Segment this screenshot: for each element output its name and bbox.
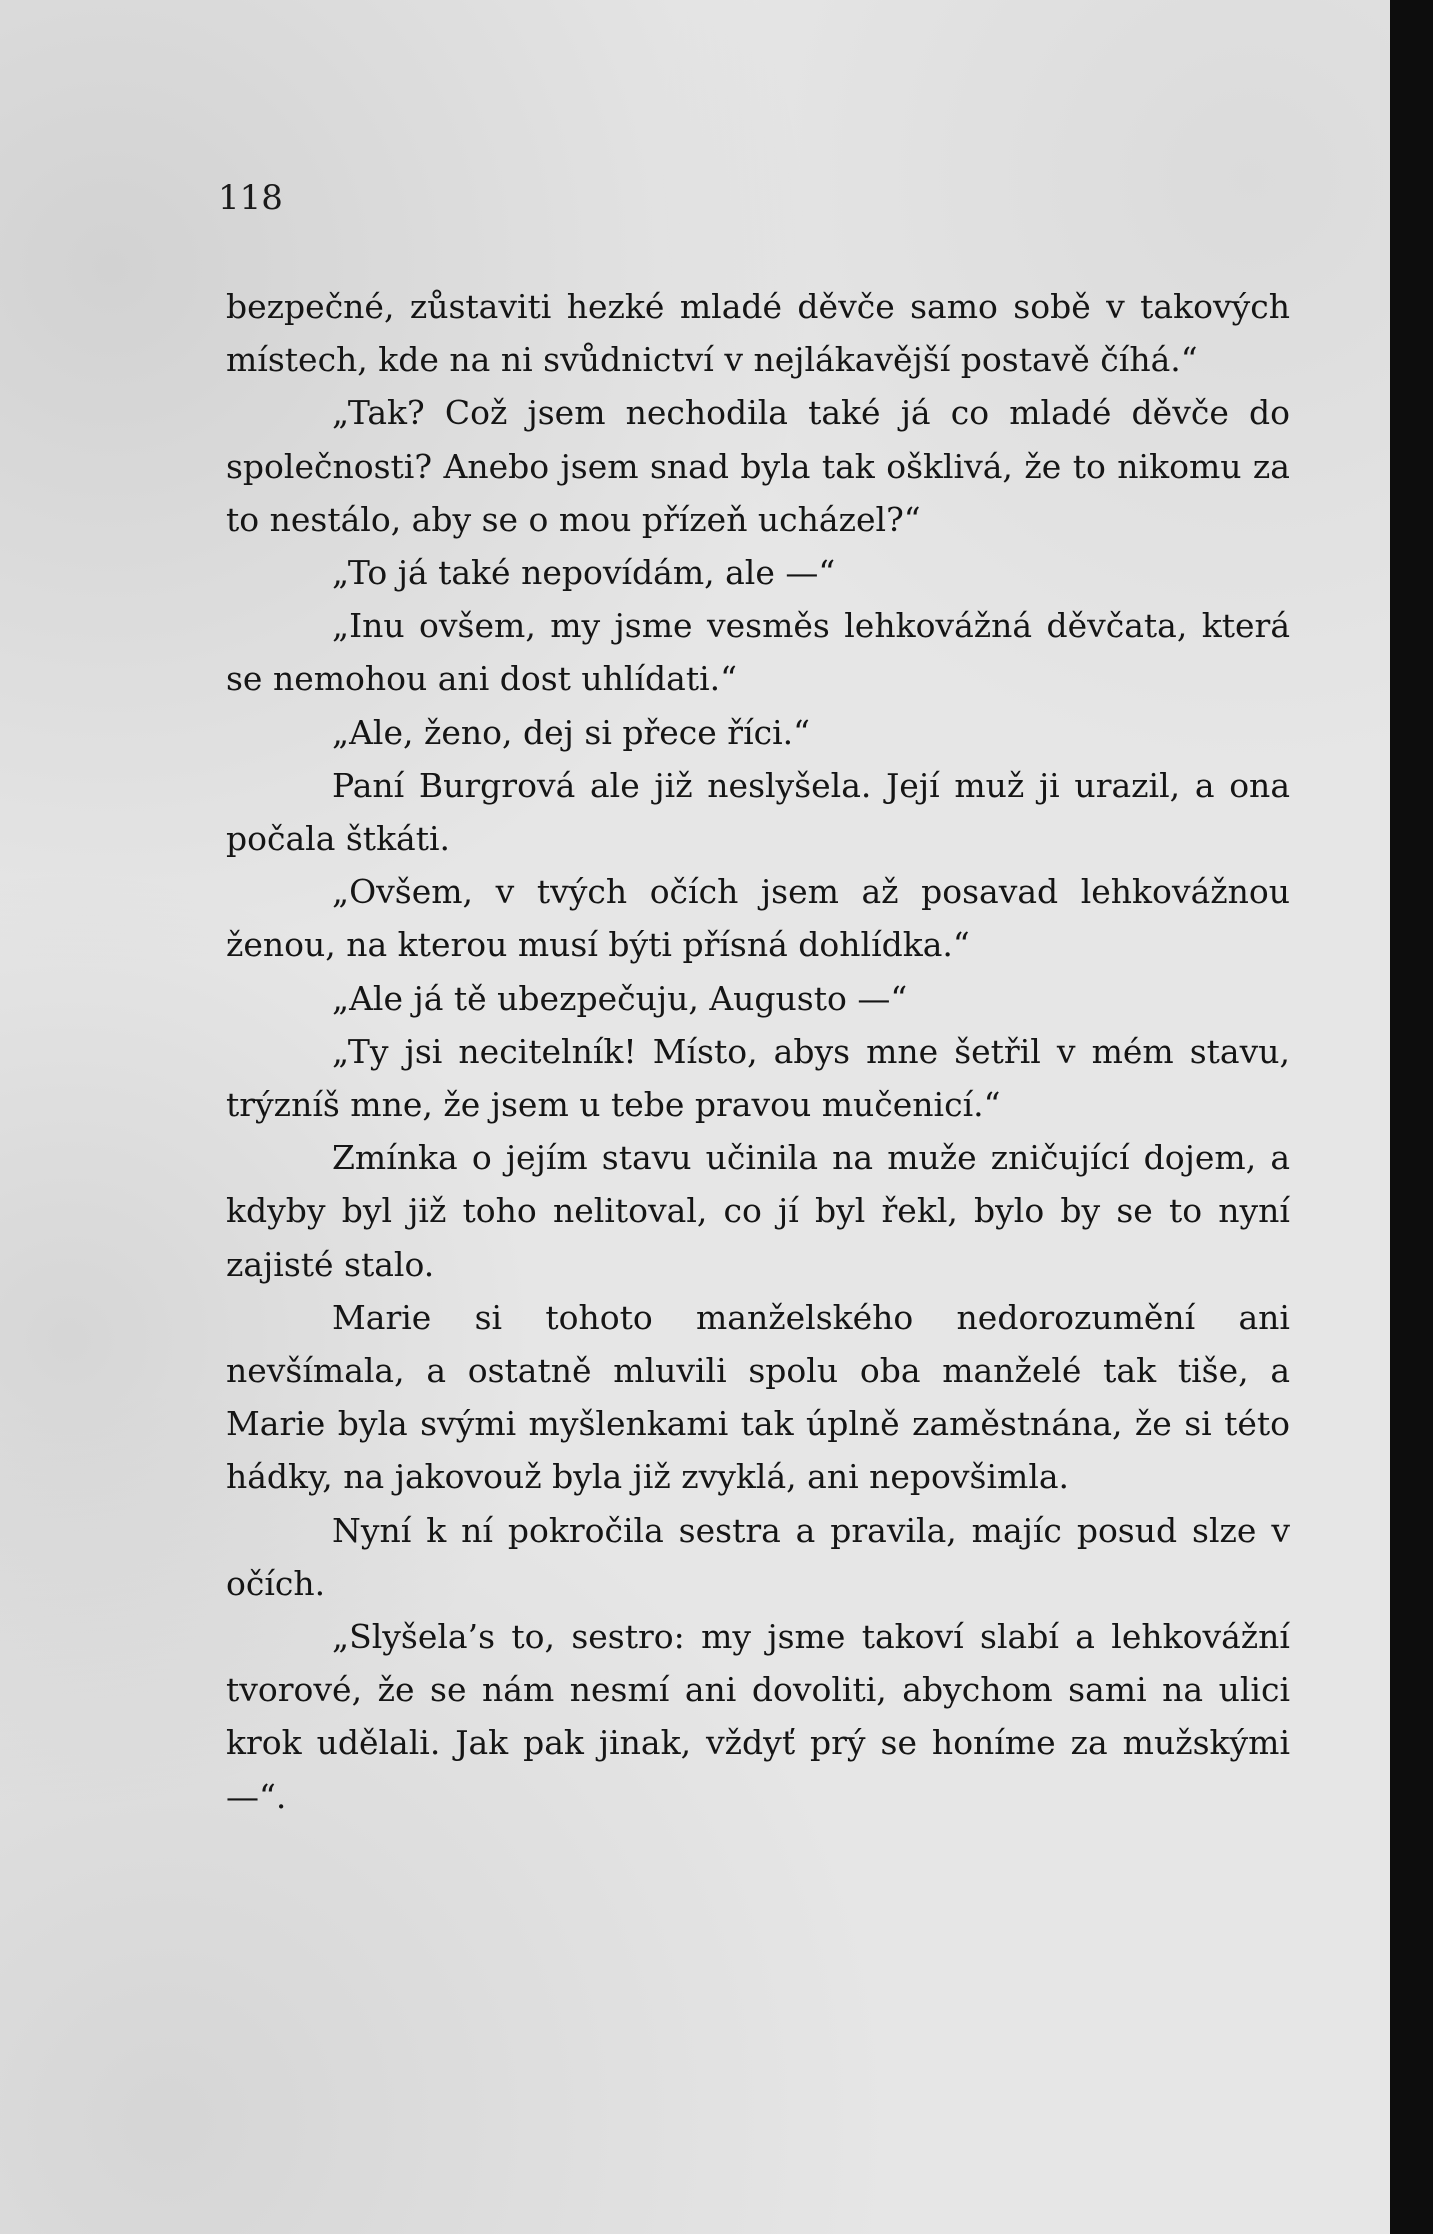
page-edge-shadow	[1390, 0, 1433, 2234]
paragraph: „Ale já tě ubezpečuju, Augusto —“	[332, 978, 908, 1018]
paragraph: Paní Burgrová ale již neslyšela. Její muž ji urazil, a ona počala štkáti.	[226, 765, 1290, 859]
paragraph: „Ovšem, v tvých očích jsem až posavad lehkovážnou ženou, na kterou musí býti přísná dohlídka.“	[226, 872, 1290, 965]
paragraph: „Ale, ženo, dej si přece říci.“	[332, 712, 811, 752]
paragraph: Nyní k ní pokročila sestra a pravila, majíc posud slze v očích.	[226, 1510, 1290, 1603]
paragraph: bezpečné, zůstaviti hezké mladé děvče samo sobě v takových místech, kde na ni svůdnictví v nejlákavější postavě číhá.“	[226, 287, 1290, 380]
paragraph: Marie si tohoto manželského nedorozumění ani nevšímala, a ostatně mluvili spolu oba manželé tak tiše, a Marie byla svými myšlenkami tak úplně zaměstnána, že si této hádky, na jakovouž byla již zvyklá, ani nepovšimla.	[226, 1297, 1290, 1497]
page-number: 118	[218, 178, 283, 218]
paragraph: „Ty jsi necitelník! Místo, abys mne šetřil v mém stavu, trýzníš mne, že jsem u tebe pravou mučenicí.“	[226, 1031, 1290, 1125]
paragraph: „Slyšela’s to, sestro: my jsme takoví slabí a lehkovážní tvorové, že se nám nesmí ani dovoliti, abychom sami na ulici krok udělali. Jak pak jinak, vždyť prý se honíme za mužskými —“.	[226, 1617, 1290, 1816]
body-text	[226, 280, 1290, 1823]
paragraph: Zmínka o jejím stavu učinila na muže zničující dojem, a kdyby byl již toho nelitoval, co jí byl řekl, bylo by se to nyní zajisté stalo.	[226, 1138, 1290, 1284]
paragraph: „Inu ovšem, my jsme vesměs lehkovážná děvčata, která se nemohou ani dost uhlídati.“	[226, 606, 1290, 699]
paragraph: „Tak? Což jsem nechodila také já co mladé děvče do společnosti? Anebo jsem snad byla tak ošklivá, že to nikomu za to nestálo, aby se o mou přízeň ucházel?“	[226, 393, 1290, 539]
paragraph: „To já také nepovídám, ale —“	[332, 553, 836, 593]
